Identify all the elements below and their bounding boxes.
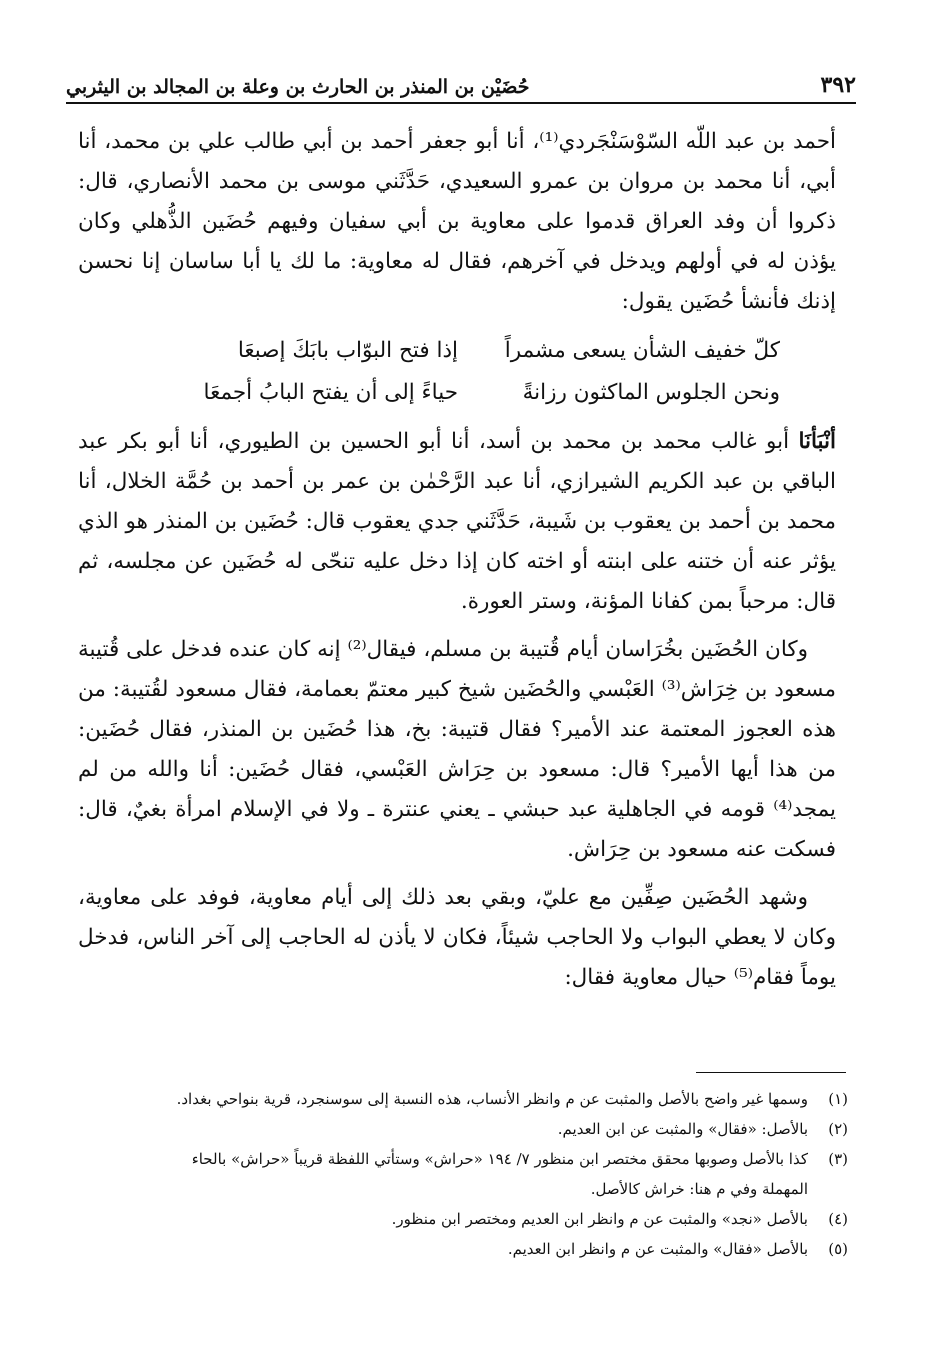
paragraph-4: وشهد الحُضَين صِفِّين مع عليّ، وبقي بعد ذلك إلى أيام معاوية، فوفد على معاوية، وكان لا يعطي البواب ولا الحاجب شيئاً، فكان لا يأذن له الحاجب إلى آخر الناس، فدخل يوماً فقام⁽⁵⁾ حيال معاوية فقال: [78,885,836,990]
footnote-3 [78,1144,848,1174]
hemistich-right: ونحن الجلوس الماكثون رزانةً [522,380,780,405]
main-text [78,122,836,1006]
footnote-5 [78,1234,848,1264]
footnote-number: (١) [828,1090,848,1108]
footnote-text: بالأصل «فقال» والمثبت عن م وانظر ابن العديم. [507,1240,808,1258]
footnote-number: (٢) [828,1120,848,1138]
footnote-number: (٣) [828,1150,848,1168]
footnote-separator [696,1072,846,1073]
footnote-3-continuation: المهملة وفي م هنا: خراش كالأصل. [590,1180,808,1198]
poem-line-1 [78,330,836,372]
paragraph-2-text: أبو غالب محمد بن محمد بن أسد، أنا أبو الحسين بن الطيوري، أنا أبو بكر عبد الباقي بن عبد الكريم الشيرازي، أنا عبد الرَّحْمٰن بن عمر بن أحمد بن حُمَّة الخلال، أنا محمد بن أحمد بن يعقوب بن شَيبة، حَدَّثَني جدي يعقوب قال: حُضَين بن المنذر هو الذي يؤثر عنه أن ختنه على ابنته أو اخته كان إذا دخل عليه تنحّى له حُضَين عن مجلسه، ثم قال: مرحباً بمن كفانا المؤنة، وستر العورة. [78,429,836,614]
paragraph-2 [78,422,836,622]
footnote-text: وسمها غير واضح بالأصل والمثبت عن م وانظر الأنساب، هذه النسبة إلى سوسنجرد، قرية بنواحي بغداد. [176,1090,808,1108]
footnote-text: بالأصل: «فقال» والمثبت عن ابن العديم. [557,1120,808,1138]
footnote-2 [78,1114,848,1144]
hemistich-left: إذا فتح البوّاب بابَكَ إصبعَا [237,338,458,363]
poem-line-2 [78,372,836,414]
footnote-text: بالأصل «نجد» والمثبت عن م وانظر ابن العديم ومختصر ابن منظور. [391,1210,808,1228]
footnote-text: كذا بالأصل وصوبها محقق مختصر ابن منظور ٧/ ١٩٤ «حراش» وستأتي اللفظة قريباً «حراش» بالحاء [191,1150,808,1168]
poem [78,330,836,414]
footnote-4 [78,1204,848,1234]
paragraph-3: وكان الحُضَين بخُرَاسان أيام قُتيبة بن مسلم، فيقال⁽²⁾ إنه كان عنده فدخل على قُتيبة مسعود بن خِرَاش⁽³⁾ العَبْسي والحُضَين شيخ كبير معتمّ بعمامة، فقال مسعود لقُتيبة: من هذه العجوز المعتمة عند الأمير؟ فقال قتيبة: بخ، هذا حُضَين بن المنذر، فقال حُضَين: من هذا أيها الأمير؟ قال: مسعود بن حِرَاش العَبْسي، فقال حُضَين: أنا والله من لم يمجد⁽⁴⁾ قومه في الجاهلية عبد حبشي ـ يعني عنترة ـ ولا في الإسلام امرأة بغيٌ، قال: فسكت عنه مسعود بن حِرَاش. [78,637,837,862]
footnotes [78,1084,848,1264]
hemistich-right: كلّ خفيف الشأن يسعى مشمراً [504,338,780,363]
page-number: ٣٩٢ [820,72,856,98]
footnote-1 [78,1084,848,1114]
narration-lead-word: أنْبَأنَا [798,429,836,454]
page-header [66,60,856,104]
hemistich-left: حياءً إلى أن يفتح البابُ أجمعَا [203,380,458,405]
paragraph-1: أحمد بن عبد اللّه السّوْسَنْجَردي⁽¹⁾، أنا أبو جعفر أحمد بن أبي طالب علي بن محمد، أنا أبي، أنا محمد بن مروان بن عمرو السعيدي، حَدَّثَني موسى بن محمد الأنصاري، قال: ذكروا أن وفد العراق قدموا على معاوية بن أبي سفيان وفيهم حُضَين الذُّهلي وكان يؤذن له في أولهم ويدخل في آخرهم، فقال له معاوية: ما لك يا أبا ساسان إنا نحسن إذنك فأنشأ حُضَين يقول: [78,129,836,314]
running-title: حُضَيْن بن المنذر بن الحارث بن وعلة بن المجالد بن اليثربي [66,76,530,98]
footnote-number: (٤) [828,1210,848,1228]
footnote-number: (٥) [828,1240,848,1258]
